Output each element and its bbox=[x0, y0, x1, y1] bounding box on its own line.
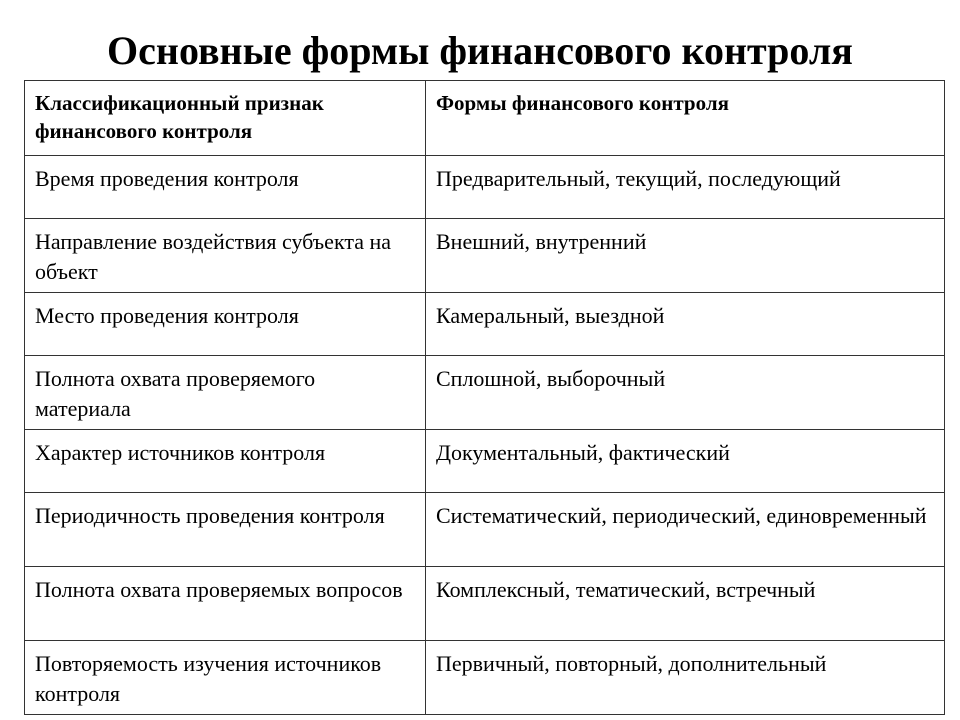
forms-cell: Первичный, повторный, дополнительный bbox=[426, 641, 945, 715]
table-row bbox=[25, 641, 945, 715]
table-row bbox=[25, 356, 945, 430]
page-title: Основные формы финансового контроля bbox=[107, 28, 853, 73]
table-row bbox=[25, 567, 945, 641]
criterion-cell: Направление воздействия субъекта на объект bbox=[25, 219, 426, 293]
forms-cell: Камеральный, выездной bbox=[426, 293, 945, 356]
table-row bbox=[25, 293, 945, 356]
criterion-cell: Место проведения контроля bbox=[25, 293, 426, 356]
table-header-row bbox=[25, 81, 945, 156]
criterion-cell: Повторяемость изучения источников контроля bbox=[25, 641, 426, 715]
forms-table bbox=[24, 80, 945, 715]
criterion-cell: Полнота охвата проверяемого материала bbox=[25, 356, 426, 430]
table-row bbox=[25, 219, 945, 293]
criterion-cell: Характер источников контроля bbox=[25, 430, 426, 493]
criterion-cell: Полнота охвата проверяемых вопросов bbox=[25, 567, 426, 641]
forms-cell: Сплошной, выборочный bbox=[426, 356, 945, 430]
forms-cell: Систематический, периодический, единовременный bbox=[426, 493, 945, 567]
table-row bbox=[25, 493, 945, 567]
forms-cell: Документальный, фактический bbox=[426, 430, 945, 493]
forms-cell: Предварительный, текущий, последующий bbox=[426, 156, 945, 219]
table-row bbox=[25, 430, 945, 493]
criterion-cell: Время проведения контроля bbox=[25, 156, 426, 219]
column-header-criterion: Классификационный признак финансового контроля bbox=[25, 81, 426, 156]
forms-cell: Комплексный, тематический, встречный bbox=[426, 567, 945, 641]
forms-cell: Внешний, внутренний bbox=[426, 219, 945, 293]
table-row bbox=[25, 156, 945, 219]
column-header-forms: Формы финансового контроля bbox=[426, 81, 945, 156]
criterion-cell: Периодичность проведения контроля bbox=[25, 493, 426, 567]
